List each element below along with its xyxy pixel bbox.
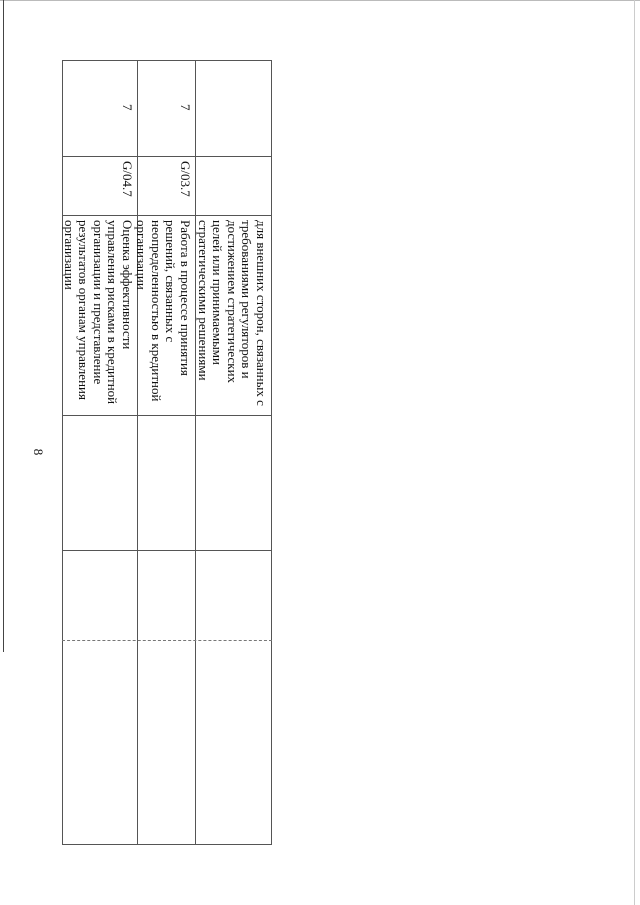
column-divider bbox=[62, 640, 272, 641]
table-row-level bbox=[196, 61, 270, 156]
table-row-level: 7 bbox=[178, 104, 193, 111]
column-divider bbox=[62, 415, 272, 416]
table-row-function: Оценка эффективности управления рисками в кредитной организации и представление результатов органам управления организации bbox=[62, 220, 135, 405]
page-top-edge bbox=[0, 0, 640, 1]
scan-right-border bbox=[634, 0, 635, 905]
page-number: 8 bbox=[31, 448, 46, 456]
table-row-code: G/03.7 bbox=[178, 161, 193, 197]
table-border-outer bbox=[271, 60, 272, 845]
functions-table bbox=[62, 60, 272, 845]
table-row-level: 7 bbox=[120, 104, 135, 111]
scan-left-border bbox=[3, 0, 4, 652]
table-row-code bbox=[196, 157, 270, 215]
column-divider bbox=[62, 844, 272, 845]
column-divider bbox=[62, 550, 272, 551]
table-row-function: Работа в процессе принятия решений, связанных с неопределенностью в кредитной организации bbox=[134, 220, 193, 402]
table-row-function: для внешних сторон, связанных с требованиями регуляторов и достижением стратегических целей или принимаемыми стратегическими решениями bbox=[196, 220, 269, 406]
table-row-code: G/04.7 bbox=[120, 161, 135, 197]
